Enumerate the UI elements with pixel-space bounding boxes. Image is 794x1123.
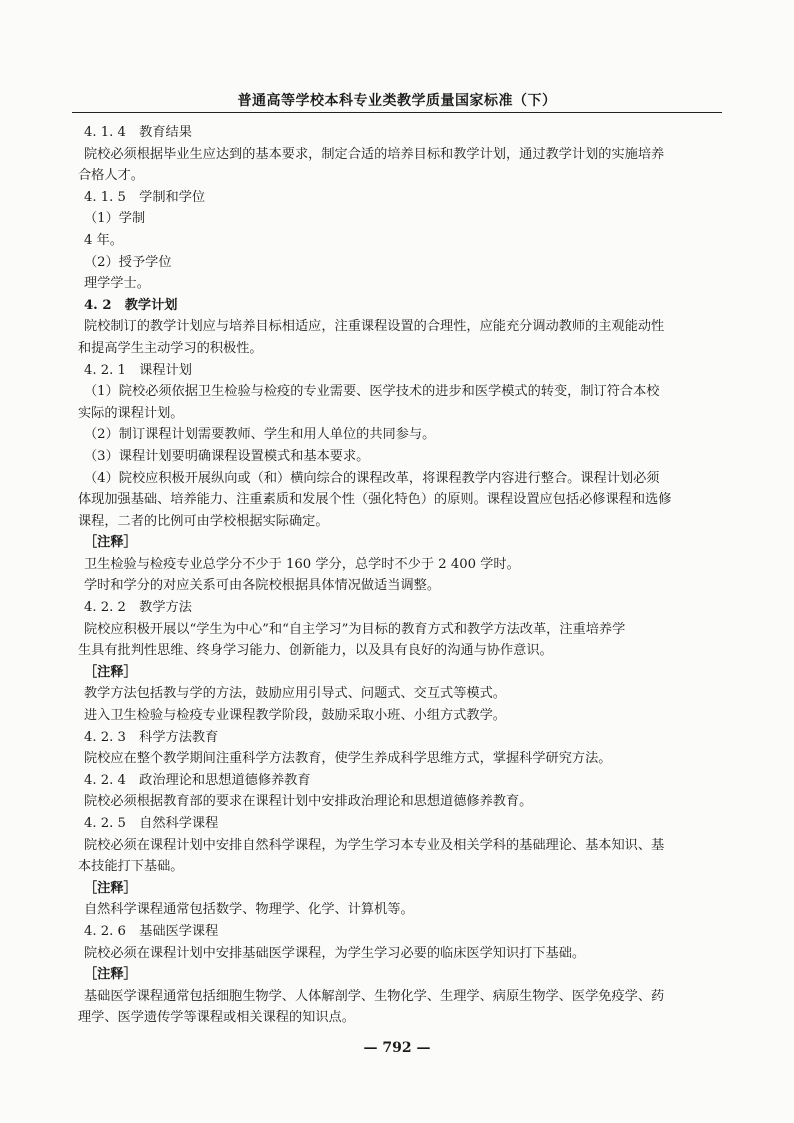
- text-line: 4. 2. 5 自然科学课程: [84, 816, 219, 831]
- text-line: （2）授予学位: [84, 254, 172, 270]
- text-line: 教学方法包括教与学的方法，鼓励应用引导式、问题式、交互式等模式。: [84, 686, 506, 702]
- text-line: 院校应积极开展以“学生为中心”和“自主学习”为目标的教育方式和教学方法改革，注重培养学: [84, 621, 626, 637]
- body-text: [78, 122, 718, 1029]
- text-line: 合格人才。: [78, 168, 144, 184]
- text-line: （3）课程计划要明确课程设置模式和基本要求。: [84, 448, 370, 464]
- section-heading: ［注释］: [84, 880, 137, 896]
- text-line: 院校制订的教学计划应与培养目标相适应，注重课程设置的合理性，应能充分调动教师的主观能动性: [84, 319, 665, 335]
- text-line: 课程，二者的比例可由学校根据实际确定。: [78, 513, 329, 529]
- text-line: 理学学士。: [84, 276, 150, 292]
- text-line: 4. 2. 4 政治理论和思想道德修养教育: [84, 772, 311, 788]
- text-line: 生具有批判性思维、终身学习能力、创新能力，以及具有良好的沟通与协作意识。: [78, 643, 553, 659]
- text-line: 院校必须在课程计划中安排基础医学课程，为学生学习必要的临床医学知识打下基础。: [84, 945, 586, 961]
- text-line: 4. 1. 5 学制和学位: [84, 189, 206, 205]
- text-line: 院校必须在课程计划中安排自然科学课程，为学生学习本专业及相关学科的基础理论、基本知识、基: [84, 837, 665, 853]
- header-rule: [72, 112, 722, 113]
- section-heading: 4. 2 教学计划: [84, 297, 178, 313]
- text-line: 和提高学生主动学习的积极性。: [78, 340, 263, 356]
- text-line: 自然科学课程通常包括数学、物理学、化学、计算机等。: [84, 902, 414, 918]
- text-line: 4. 2. 3 科学方法教育: [84, 729, 219, 745]
- text-line: 体现加强基础、培养能力、注重素质和发展个性（强化特色）的原则。课程设置应包括必修课程和选修: [78, 492, 672, 508]
- text-line: 本技能打下基础。: [78, 859, 184, 875]
- text-line: （1）学制: [84, 211, 146, 227]
- text-line: 进入卫生检验与检疫专业课程教学阶段，鼓励采取小班、小组方式教学。: [84, 708, 506, 724]
- text-line: 理学、医学遗传学等课程或相关课程的知识点。: [78, 1010, 355, 1026]
- text-line: 院校必须根据毕业生应达到的基本要求，制定合适的培养目标和教学计划，通过教学计划的实施培养: [84, 146, 665, 162]
- running-header: 普通高等学校本科专业类教学质量国家标准（下）: [237, 93, 557, 109]
- text-line: （4）院校应积极开展纵向或（和）横向综合的课程改革，将课程教学内容进行整合。课程计划必须: [84, 470, 660, 486]
- text-line: 基础医学课程通常包括细胞生物学、人体解剖学、生物化学、生理学、病原生物学、医学免疫学、药: [84, 988, 665, 1004]
- section-heading: ［注释］: [84, 535, 137, 551]
- text-line: 4. 1. 4 教育结果: [84, 125, 192, 140]
- text-line: （2）制订课程计划需要教师、学生和用人单位的共同参与。: [84, 427, 436, 443]
- text-line: 卫生检验与检疫专业总学分不少于 160 学分，总学时不少于 2 400 学时。: [84, 556, 520, 572]
- text-line: 4 年。: [84, 232, 123, 248]
- text-line: 院校必须根据教育部的要求在课程计划中安排政治理论和思想道德修养教育。: [84, 794, 533, 810]
- section-heading: ［注释］: [84, 967, 137, 983]
- text-line: 4. 2. 6 基础医学课程: [84, 923, 219, 939]
- text-line: 4. 2. 1 课程计划: [84, 362, 192, 378]
- text-line: 院校应在整个教学期间注重科学方法教育，使学生养成科学思维方式，掌握科学研究方法。: [84, 751, 612, 767]
- text-line: 学时和学分的对应关系可由各院校根据具体情况做适当调整。: [84, 578, 441, 594]
- section-heading: ［注释］: [84, 664, 137, 680]
- text-line: 实际的课程计划。: [78, 405, 184, 421]
- page-number: — 792 —: [363, 1040, 431, 1056]
- text-line: （1）院校必须依据卫生检验与检疫的专业需要、医学技术的进步和医学模式的转变，制订符合本校: [84, 384, 660, 400]
- text-line: 4. 2. 2 教学方法: [84, 600, 192, 616]
